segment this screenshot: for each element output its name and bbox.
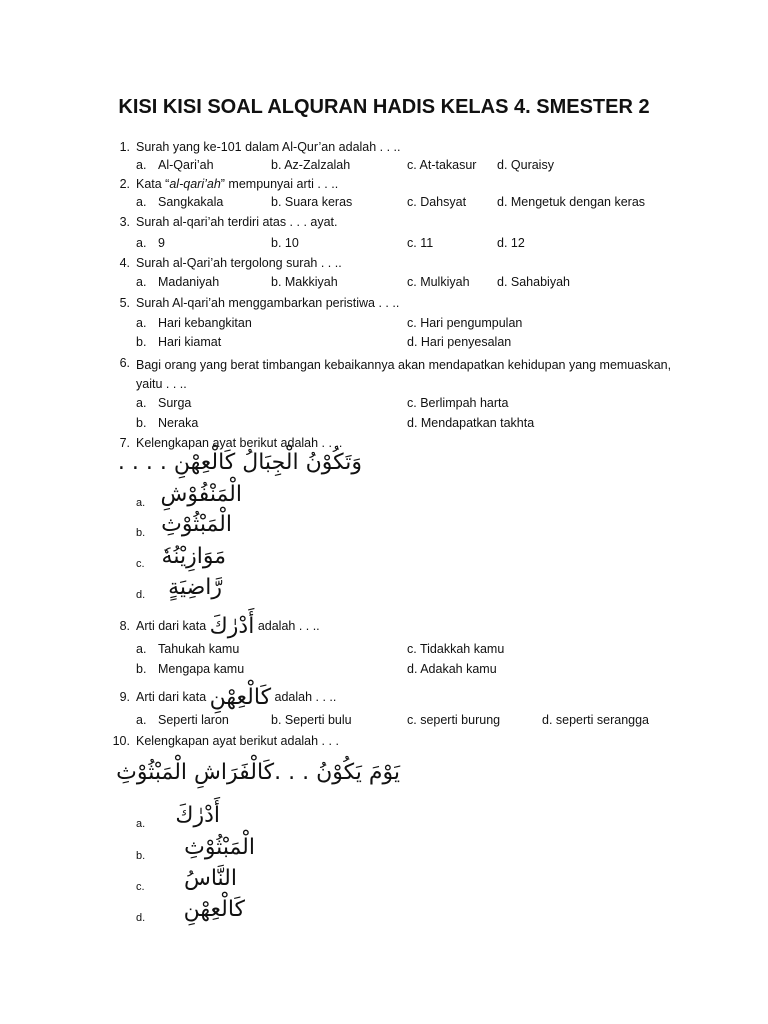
q10-option-b: الْمَبْثُوْثِ [184,835,255,860]
q9-option-a: Seperti laron [158,713,229,727]
q2-option-a-letter: a. [136,195,147,209]
q2-number: 2. [119,177,130,191]
q2-text: Kata “al-qari’ah” mempunyai arti . . .. [136,177,339,191]
q10-ayat: يَوْمَ يَكُوْنُ . . .كَالْفَرَاشِ الْمَبْثُوْثِ [116,760,400,785]
q1-option-b: b. Az-Zalzalah [271,158,351,172]
q7-ayat: وَتَكُوْنُ الْجِبَالُ كَالْعِهْنِ . . . . [117,450,362,475]
q9-option-c: c. seperti burung [407,713,501,727]
q7-option-d: رَّاضِيَةٍ [168,575,222,600]
q5-option-a-letter: a. [136,316,147,330]
q9-arabic-word: كَالْعِهْنِ [209,685,272,710]
q4-option-c: c. Mulkiyah [407,275,470,289]
q5-option-a: Hari kebangkitan [158,316,252,330]
q4-option-a-letter: a. [136,275,147,289]
q10-option-d-letter: d. [136,912,146,924]
q5-option-d: d. Hari penyesalan [407,335,512,349]
q1-option-a-letter: a. [136,158,147,172]
q3-option-c: c. 11 [407,236,434,250]
q9-option-d: d. seperti serangga [542,713,650,727]
q4-option-d: d. Sahabiyah [497,275,570,289]
q6-number: 6. [119,356,130,370]
q7-option-a: الْمَنْفُوْشِ [160,482,242,507]
q7-text: Kelengkapan ayat berikut adalah . . .. [136,436,343,450]
q2-option-d: d. Mengetuk dengan keras [497,195,646,209]
q9-number: 9. [119,690,130,704]
q8-option-b-letter: b. [136,662,147,676]
q6-text: Bagi orang yang berat timbangan kebaikannya akan mendapatkan kehidupan yang memuaskan, yaitu . . .. [136,358,672,391]
q8-option-d: d. Adakah kamu [407,662,497,676]
q10-text: Kelengkapan ayat berikut adalah . . . [136,734,339,748]
q7-option-b: الْمَبْثُوْثِ [161,512,232,537]
q8-option-a: Tahukah kamu [158,642,240,656]
q6-option-d: d. Mendapatkan takhta [407,416,535,430]
q10-option-a: أَدْرٰكَ [175,803,220,828]
q7-option-c-letter: c. [136,558,145,570]
q5-option-c: c. Hari pengumpulan [407,316,523,330]
q5-text: Surah Al-qari’ah menggambarkan peristiwa . . .. [136,296,400,310]
q7-option-c: مَوَازِيْنُهٗ [161,544,226,569]
q6-option-a-letter: a. [136,396,147,410]
q6-option-a: Surga [158,396,192,410]
q3-option-a: 9 [158,236,165,250]
q9-option-a-letter: a. [136,713,147,727]
q8-option-b: Mengapa kamu [158,662,245,676]
q7-option-b-letter: b. [136,527,146,539]
q10-number: 10. [112,734,130,748]
q7-option-d-letter: d. [136,589,146,601]
q2-option-a: Sangkakala [158,195,224,209]
q4-option-b: b. Makkiyah [271,275,338,289]
q8-arabic-word: أَدْرٰكَ [209,614,255,639]
q8-option-a-letter: a. [136,642,147,656]
q7-number: 7. [119,436,130,450]
q10-option-d: كَالْعِهْنِ [183,897,245,922]
q10-option-b-letter: b. [136,850,146,862]
q2-option-b: b. Suara keras [271,195,353,209]
q3-option-d: d. 12 [497,236,525,250]
q6-option-c: c. Berlimpah harta [407,396,509,410]
q4-text: Surah al-Qari’ah tergolong surah . . .. [136,256,342,270]
q10-option-c: النَّاسُ [183,866,237,891]
q9-option-b: b. Seperti bulu [271,713,352,727]
q6-option-b: Neraka [158,416,199,430]
q7-option-a-letter: a. [136,497,146,509]
q2-option-c: c. Dahsyat [407,195,467,209]
q6-option-b-letter: b. [136,416,147,430]
q8-option-c: c. Tidakkah kamu [407,642,505,656]
q8-text: Arti dari kata أَدْرٰكَ adalah . . .. [136,614,320,639]
q1-option-c: c. At-takasur [407,158,477,172]
q1-option-d: d. Quraisy [497,158,554,172]
q4-number: 4. [119,256,130,270]
q8-number: 8. [119,619,130,633]
q5-option-b: Hari kiamat [158,335,222,349]
q1-option-a: Al-Qari’ah [158,158,214,172]
q3-number: 3. [119,215,130,229]
q9-text: Arti dari kata كَالْعِهْنِ adalah . . .. [136,685,337,710]
q5-number: 5. [119,296,130,310]
page-title: KISI KISI SOAL ALQURAN HADIS KELAS 4. SMESTER 2 [118,96,650,118]
q1-number: 1. [119,140,130,154]
q5-option-b-letter: b. [136,335,147,349]
q3-option-a-letter: a. [136,236,147,250]
q3-text: Surah al-qari’ah terdiri atas . . . ayat. [136,215,338,229]
q1-text: Surah yang ke-101 dalam Al-Qur’an adalah . . .. [136,140,401,154]
q3-option-b: b. 10 [271,236,299,250]
q4-option-a: Madaniyah [158,275,220,289]
q10-option-c-letter: c. [136,881,145,893]
q10-option-a-letter: a. [136,818,146,830]
